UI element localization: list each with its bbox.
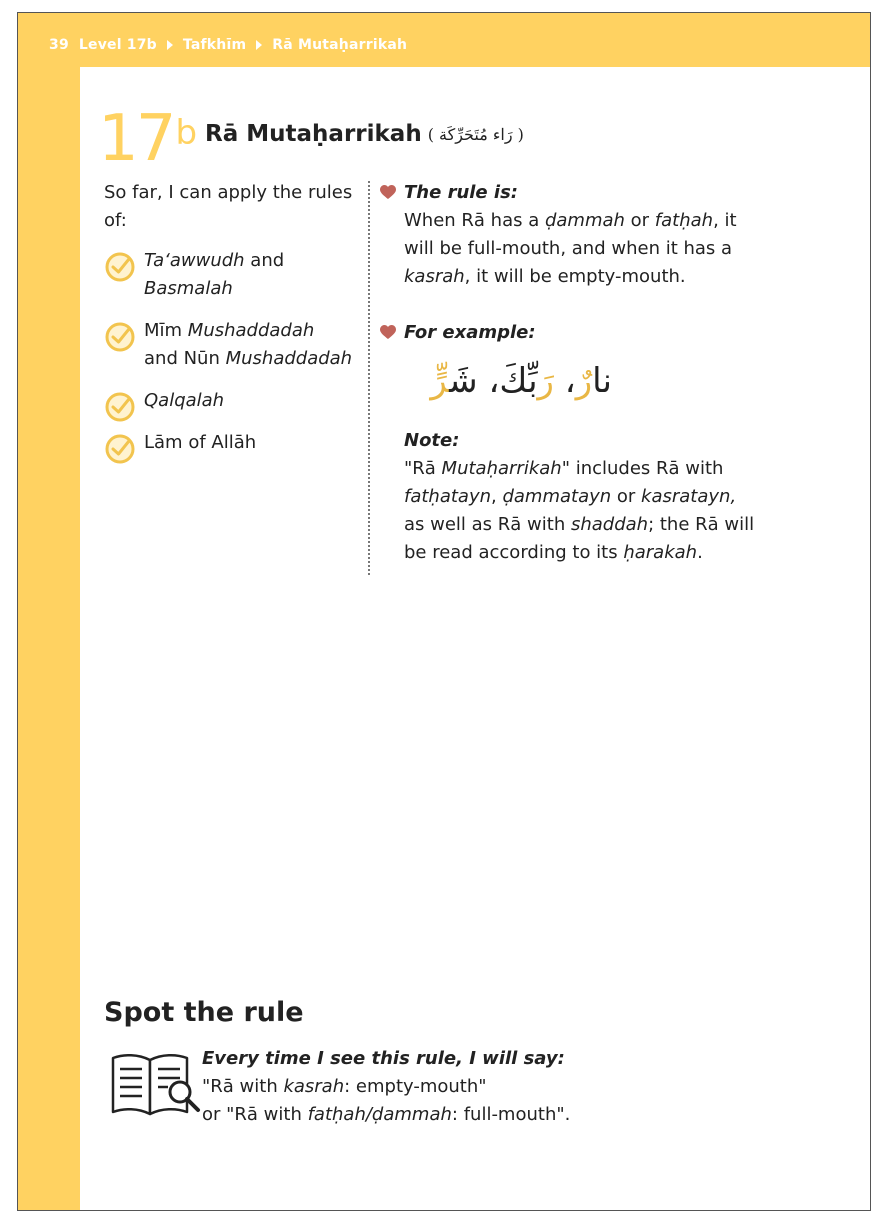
prerequisites-column: [104, 179, 356, 471]
note-text-part: ḍammatayn: [502, 486, 612, 507]
page: [17, 12, 871, 1211]
arabic-ra-highlight: رٍّ: [430, 361, 450, 401]
checklist-text: Mushaddadah: [187, 320, 315, 341]
checklist-item: [104, 429, 356, 457]
rule-column: [380, 179, 760, 567]
example-heading-text: For example:: [404, 322, 536, 343]
breadcrumb-current: Rā Mutaḥarrikah: [272, 37, 408, 53]
intro-text: So far, I can apply the rules of:: [104, 182, 353, 231]
spot-text-part: : full-mouth".: [451, 1104, 571, 1125]
note-text-part: "Rā: [404, 458, 442, 479]
checklist-text: and Nūn: [144, 348, 226, 369]
chevron-right-icon: [167, 40, 173, 50]
checklist-text: Mushaddadah: [225, 348, 353, 369]
spot-line-1: [202, 1073, 570, 1101]
breadcrumb: [49, 37, 407, 53]
rule-text-part: fatḥah: [654, 210, 714, 231]
checklist-text: Mīm: [144, 320, 188, 341]
check-circle-icon: [104, 251, 136, 283]
heart-icon: [380, 185, 396, 200]
breadcrumb-topic: Tafkhīm: [182, 37, 247, 53]
side-banner: [18, 13, 80, 1210]
lesson-suffix: b: [175, 113, 198, 153]
spot-text-part: : empty-mouth": [344, 1076, 487, 1097]
note-text-part: kasratayn,: [641, 486, 737, 507]
rule-text-part: , it will be full-mouth, and when it has a: [404, 210, 737, 259]
note-text-part: or: [611, 486, 642, 507]
note-text-part: " includes Rā with: [561, 458, 724, 479]
note-text: [380, 455, 760, 567]
rule-heading: [380, 179, 760, 207]
checklist-text: and: [244, 250, 285, 271]
rule-text: [380, 207, 760, 291]
section-title-spot-the-rule: Spot the rule: [104, 997, 304, 1028]
column-divider: [368, 181, 370, 575]
check-circle-icon: [104, 321, 136, 353]
checklist-item: [104, 317, 356, 373]
rule-text-part: , it will be empty-mouth.: [464, 266, 686, 287]
checklist-text: Lām of Allāh: [144, 432, 257, 453]
lesson-header: [98, 102, 524, 176]
rule-text-part: When Rā has a: [404, 210, 545, 231]
rule-text-part: or: [624, 210, 655, 231]
checklist-text: Qalqalah: [144, 390, 225, 411]
rule-text-part: kasrah: [404, 266, 465, 287]
checklist: [104, 247, 356, 457]
page-number: 39: [49, 37, 69, 53]
arabic-word: نا: [592, 361, 612, 401]
example-heading: [380, 319, 760, 347]
lesson-number: 17: [98, 102, 174, 176]
note-text-part: ḥarakah: [623, 542, 698, 563]
spot-text-part: kasrah: [283, 1076, 345, 1097]
spot-text-part: or "Rā with: [202, 1104, 308, 1125]
note-text-part: as well as Rā with: [404, 514, 571, 535]
note-text-part: .: [697, 542, 703, 563]
rule-text-part: ḍammah: [544, 210, 625, 231]
arabic-examples: [380, 353, 612, 413]
spot-line-2: [202, 1101, 570, 1129]
note-text-part: fatḥatayn: [404, 486, 492, 507]
arabic-word: بِّكَ: [499, 361, 538, 401]
note-text-part: ; the Rā will be read according to its: [404, 514, 755, 563]
arabic-separator: ،: [553, 361, 576, 401]
note-heading: Note:: [404, 430, 460, 451]
note-text-part: ,: [491, 486, 503, 507]
arabic-ra-highlight: رَ: [537, 361, 554, 401]
checklist-item: [104, 247, 356, 303]
spot-the-rule-text: [202, 1045, 570, 1129]
check-circle-icon: [104, 391, 136, 423]
book-magnifier-icon: [110, 1052, 202, 1122]
checklist-text: Basmalah: [144, 278, 233, 299]
checklist-item: [104, 387, 356, 415]
heart-icon: [380, 325, 396, 340]
note-text-part: Mutaḥarrikah: [441, 458, 562, 479]
arabic-word: شَ: [449, 361, 478, 401]
arabic-ra-highlight: رٌ: [575, 361, 593, 401]
note-text-part: shaddah: [570, 514, 649, 535]
rule-heading-text: The rule is:: [404, 182, 518, 203]
content-area: [80, 67, 870, 1210]
chevron-right-icon: [256, 40, 262, 50]
page-title: Rā Mutaḥarrikah: [205, 121, 422, 147]
breadcrumb-level: Level 17b: [78, 37, 157, 53]
arabic-title: ( رَاء مُتَحَرِّكَة ): [427, 125, 524, 144]
check-circle-icon: [104, 433, 136, 465]
arabic-separator: ،: [477, 361, 500, 401]
spot-lead: Every time I see this rule, I will say:: [202, 1048, 565, 1069]
spot-text-part: fatḥah/ḍammah: [307, 1104, 452, 1125]
spot-text-part: "Rā with: [202, 1076, 284, 1097]
checklist-text: Ta‘awwudh: [144, 250, 245, 271]
